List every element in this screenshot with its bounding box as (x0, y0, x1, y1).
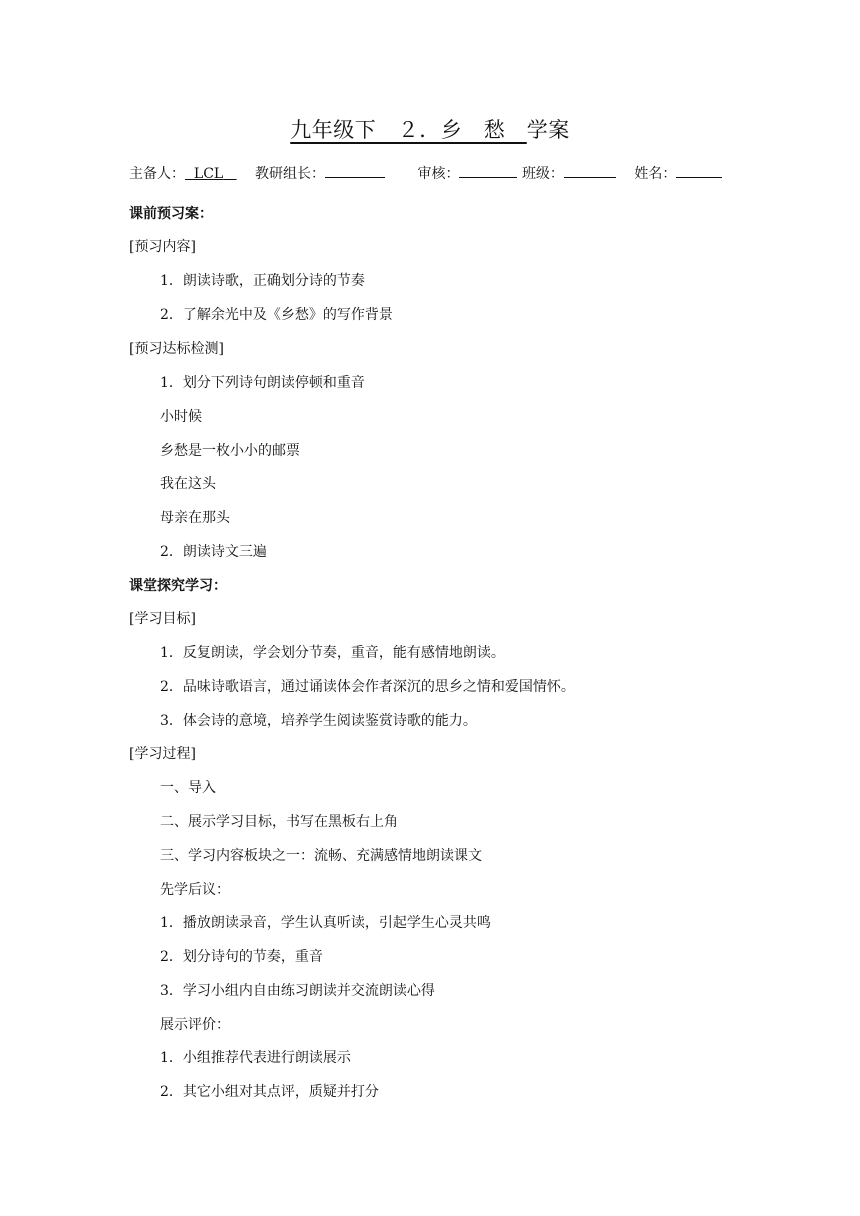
name-blank (676, 164, 722, 178)
poem-line: 乡愁是一枚小小的邮票 (160, 443, 300, 459)
process-heading: [学习过程] (129, 746, 196, 762)
list-item: 1．划分下列诗句朗读停顿和重音 (160, 375, 365, 391)
author-label: 主备人： (129, 166, 185, 182)
list-item: 先学后议： (160, 882, 230, 898)
title-underlined: 九年级下 ２．乡 愁 (290, 118, 527, 142)
preview-check-heading: [预习达标检测] (129, 341, 224, 357)
list-item: 三、学习内容板块之一：流畅、充满感情地朗读课文 (160, 848, 482, 864)
group-leader-label: 教研组长： (255, 166, 326, 182)
name-field (634, 163, 722, 183)
goals-heading: [学习目标] (129, 611, 196, 627)
preview-content-heading: [预习内容] (129, 239, 196, 255)
list-item: 2．品味诗歌语言，通过诵读体会作者深沉的思乡之情和爱国情怀。 (160, 679, 575, 695)
list-item: 二、展示学习目标，书写在黑板右上角 (160, 814, 398, 830)
class-field (522, 163, 616, 183)
header-meta (129, 163, 736, 183)
list-item: 2．其它小组对其点评，质疑并打分 (160, 1084, 379, 1100)
class-blank (564, 164, 616, 178)
poem-line: 我在这头 (160, 476, 216, 492)
review-field (417, 163, 517, 183)
list-item: 2．朗读诗文三遍 (160, 544, 267, 560)
list-item: 2．了解余光中及《乡愁》的写作背景 (160, 307, 393, 323)
title-suffix: 学案 (526, 118, 570, 142)
group-leader-blank (325, 164, 385, 178)
list-item: 1．播放朗读录音，学生认真听读，引起学生心灵共鸣 (160, 915, 491, 931)
class-heading: 课堂探究学习： (129, 578, 227, 594)
review-label: 审核： (417, 166, 460, 182)
author-value: LCL (193, 166, 224, 182)
list-item: 2．划分诗句的节奏，重音 (160, 949, 323, 965)
list-item: 1．小组推荐代表进行朗读展示 (160, 1050, 351, 1066)
page-title (0, 114, 860, 144)
poem-line: 母亲在那头 (160, 510, 230, 526)
list-item: 展示评价： (160, 1017, 230, 1033)
author-field (129, 163, 237, 183)
name-label: 姓名： (634, 166, 677, 182)
review-blank (459, 164, 517, 178)
list-item: 1．反复朗读，学会划分节奏，重音，能有感情地朗读。 (160, 645, 505, 661)
list-item: 1．朗读诗歌，正确划分诗的节奏 (160, 273, 365, 289)
list-item: 3．体会诗的意境，培养学生阅读鉴赏诗歌的能力。 (160, 713, 477, 729)
preview-heading: 课前预习案： (129, 206, 213, 222)
poem-line: 小时候 (160, 409, 202, 425)
list-item: 3．学习小组内自由练习朗读并交流朗读心得 (160, 983, 435, 999)
list-item: 一、导入 (160, 780, 216, 796)
group-leader-field (255, 163, 385, 183)
class-label: 班级： (521, 166, 564, 182)
